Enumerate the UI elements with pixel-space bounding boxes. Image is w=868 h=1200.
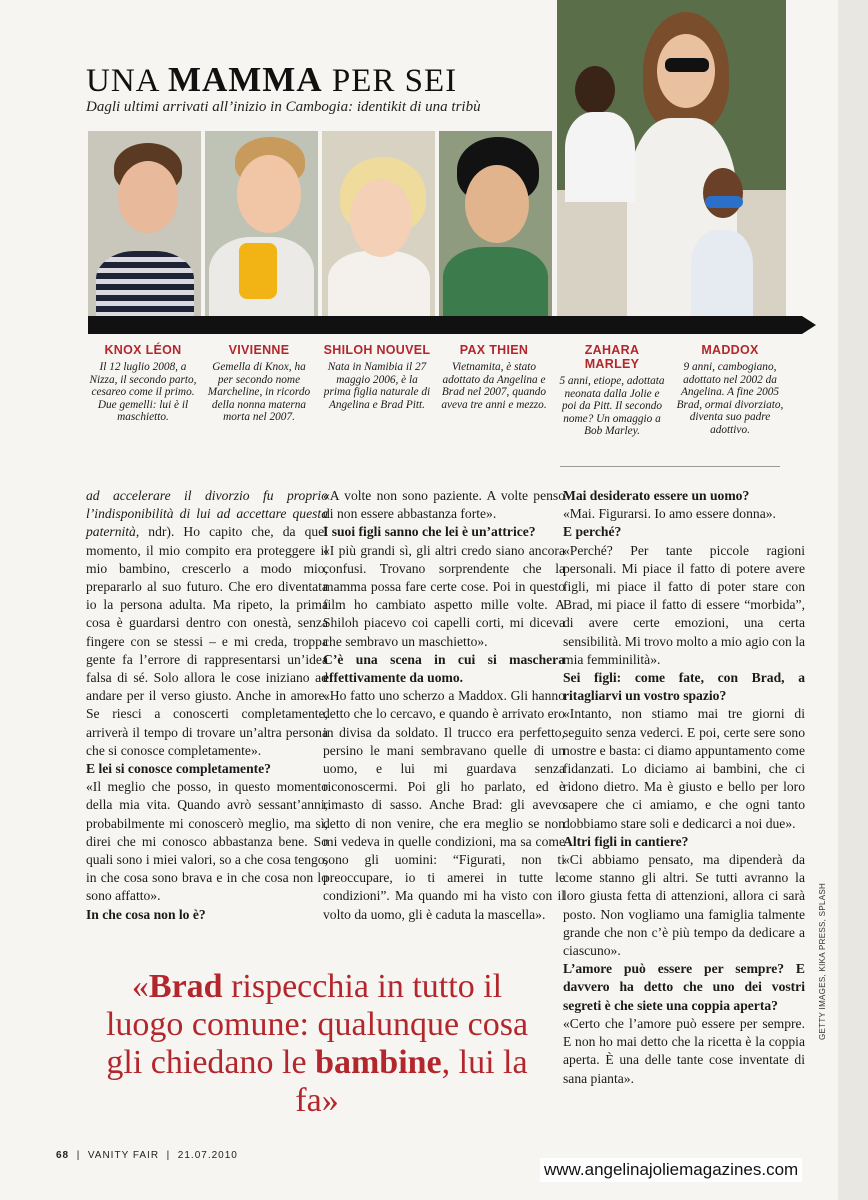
child-maddox <box>675 343 785 437</box>
answer: «Il meglio che posso, in questo momento della mia vita. Quando avrò sessant’anni, probabilmente mi conoscerò meglio, ma sì, direi che mi conosco abbastanza bene. So quali sono i miei valori, so a che cosa tengo, in che cosa sono brava e in che cosa non lo sono affatto». <box>86 779 328 904</box>
question: E lei si conosce completamente? <box>86 761 271 777</box>
child-desc: Nata in Namibia il 27 maggio 2006, è la prima figlia naturale di Angelina e Brad Pitt. <box>323 361 431 411</box>
answer: «Mai. Figurarsi. Io amo essere donna». <box>563 506 776 522</box>
child-name: VIVIENNE <box>228 343 290 357</box>
child-desc: Gemella di Knox, ha per secondo nome Marcheline, in ricordo della nonna materna morta nel 2007. <box>207 361 311 424</box>
article-subtitle: Dagli ultimi arrivati all’inizio in Cambogia: identikit di una tribù <box>86 99 481 115</box>
answer: «Intanto, non stiamo mai tre giorni di seguito senza vederci. E poi, certe sere sono nostre e basta: ci diamo appuntamento come fidanzati. Lo diciamo ai bambini, che ci ridono dietro. Ma è giusto e bello per loro sapere che ci amiamo, e che ogni tanto dobbiamo stare soli e dedicarci a noi due». <box>563 706 805 831</box>
answer: «A volte non sono paziente. A volte penso di non essere abbastanza forte». <box>323 488 565 522</box>
question: Altri figli in cantiere? <box>563 833 689 849</box>
pull-quote: «Brad rispecchia in tutto il luogo comune: qualunque cosa gli chiedano le bambine, lui la fa» <box>105 968 529 1119</box>
child-vivienne <box>204 343 314 424</box>
photo-vivienne <box>205 131 318 316</box>
answer: «Certo che l’amore può essere per sempre. E non ho mai detto che la ricetta è la coppia aperta. È una delle tante cose inventate di sana pianta». <box>563 1015 805 1086</box>
child-name: SHILOH NOUVEL <box>323 343 431 357</box>
caption-divider <box>560 466 780 467</box>
article-title: UNA MAMMA PER SEI <box>86 60 458 99</box>
text-column-3 <box>563 487 805 1088</box>
issue-date: 21.07.2010 <box>177 1150 238 1161</box>
child-desc: 5 anni, etiope, adottata neonata dalla Jolie e poi da Pitt. Il secondo nome? Un omaggio a Bob Marley. <box>559 375 665 438</box>
child-desc: 9 anni, cambogiano, adottato nel 2002 da Angelina. A fine 2005 Brad, ormai divorziato, diventa suo padre adottivo. <box>676 361 784 436</box>
photo-caption-strip <box>88 316 802 334</box>
question: E perché? <box>563 524 622 540</box>
photo-zahara-maddox <box>557 0 786 316</box>
website-watermark: www.angelinajoliemagazines.com <box>540 1158 802 1182</box>
answer: «I più grandi sì, gli altri credo siano ancora confusi. Trovano sorprendente che la mamma possa fare certe cose. Poi in questo film ho cambiato aspetto mille volte. A Shiloh piacevo coi capelli corti, mi diceva che sembravo un maschietto». <box>323 542 565 649</box>
answer: «Perché? Per tante piccole ragioni personali. Mi piace il fatto di potere avere figli, mi piace il fatto di poter stare con Brad, mi piace il fatto di essere “morbida”, di avere certe emozioni, una certa sensibilità. Mi trovo molto a mio agio con la mia femminilità». <box>563 542 806 667</box>
photo-knox <box>88 131 201 316</box>
question: C’è una scena in cui si maschera effettivamente da uomo. <box>323 651 565 686</box>
question: Sei figli: come fate, con Brad, a ritagliarvi un vostro spazio? <box>563 670 805 704</box>
answer: «Ci abbiamo pensato, ma dipenderà da come stanno gli altri. Se tutti avranno la loro giusta fetta di attenzioni, allora ci sarà posto. Non vogliamo una famiglia talmente grande che non c’è più tempo da dedicare a ciascuno». <box>563 852 805 959</box>
child-zahara <box>557 343 667 438</box>
question: I suoi figli sanno che lei è un’attrice? <box>323 524 536 540</box>
child-shiloh <box>322 343 432 411</box>
child-name: ZAHARA MARLEY <box>584 343 640 371</box>
child-name: PAX THIEN <box>459 343 529 357</box>
text-column-1 <box>86 487 328 924</box>
question: L’amore può essere per sempre? E davvero ha detto che uno dei vostri segreti è che siete una coppia aperta? <box>563 961 805 1013</box>
photo-pax <box>439 131 552 316</box>
text-column-2 <box>323 487 565 924</box>
child-name: KNOX LÉON <box>104 343 182 357</box>
child-knox <box>88 343 198 424</box>
question: Mai desiderato essere un uomo? <box>563 488 750 503</box>
child-pax <box>439 343 549 411</box>
paragraph: ad accelerare il divorzio fu proprio l’indisponibilità di lui ad accettare questa paternità, ndr). Ho capito che, da quel momento, il mio compito era proteggere il mio bambino, crescerlo a modo mio, prepararlo al suo futuro. Che ero diventata io la persona adulta. Ma ripeto, la prima cosa è guardarsi dentro con onestà, senza fingere con se stessi – e mi creda, troppa gente fa l’errore di rappresentarsi un’idea falsa di sé. Solo allora le cose iniziano ad andare per il verso giusto. Anche in amore. Se riesci a conoscerti completamente, arriverà il tempo di trovare un’altra persona che si conosce completamente». <box>86 488 328 758</box>
child-desc: Il 12 luglio 2008, a Nizza, il secondo parto, cesareo come il primo. Due gemelli: lui è il maschietto. <box>89 361 197 424</box>
child-name: MADDOX <box>701 343 759 357</box>
child-desc: Vietnamita, è stato adottato da Angelina e Brad nel 2007, quando aveva tre anni e mezzo. <box>441 361 547 411</box>
page-edge <box>838 0 868 1200</box>
photo-shiloh <box>322 131 435 316</box>
answer: «Ho fatto uno scherzo a Maddox. Gli hanno detto che lo cercavo, e quando è arrivato ero in divisa da soldato. Il trucco era perfetto, persino le mani sembravano quelle di un uomo, e lui mi guardava senza riconoscermi. Poi gli ho parlato, ed è rimasto di sasso. Anche Brad: gli avevo detto di non venire, che era meglio se non mi vedeva in quelle condizioni, ma sa come sono gli uomini: “Figurati, non ti preoccupare, io ti amerei in tutte le condizioni”. Ma quando mi ha visto con il volto da uomo, gli è caduta la mascella». <box>323 688 565 922</box>
magazine-name: VANITY FAIR <box>87 1150 160 1161</box>
question: In che cosa non lo è? <box>86 906 206 922</box>
photo-credit: GETTY IMAGES, KIKA PRESS, SPLASH <box>818 882 827 1040</box>
page-number: 68 <box>56 1150 70 1161</box>
page-footer: 68 | VANITY FAIR | 21.07.2010 <box>56 1150 238 1161</box>
